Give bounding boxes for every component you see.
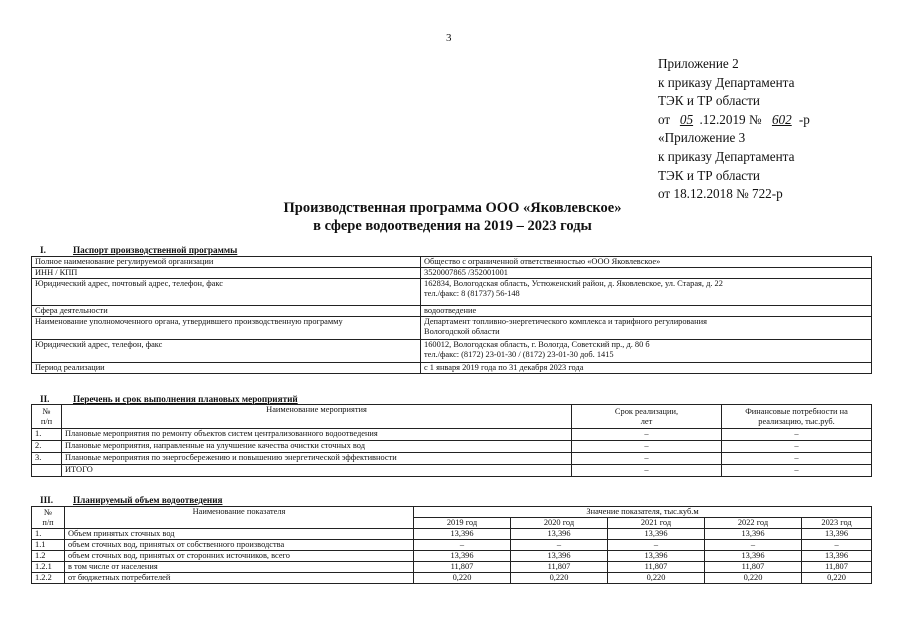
- document-subtitle: в сфере водоотведения на 2019 – 2023 годы: [313, 218, 592, 234]
- section2-heading: [40, 394, 298, 404]
- table-cell: 13,396: [511, 529, 608, 540]
- table-row: [32, 562, 872, 573]
- table-cell: 11,807: [414, 562, 511, 573]
- header-line: лет: [640, 416, 653, 426]
- table-cell: 1.1: [32, 540, 65, 551]
- table-cell: –: [802, 540, 872, 551]
- header-cell: Значение показателя, тыс.куб.м: [414, 507, 872, 518]
- table-cell: 0,220: [414, 573, 511, 584]
- cell-line: Вологодской области: [424, 327, 500, 336]
- table-cell: –: [722, 453, 872, 465]
- appendix-date-prefix: от: [658, 111, 671, 127]
- section1-heading: [40, 245, 237, 255]
- table-cell: в том числе от населения: [65, 562, 414, 573]
- table-cell: Период реализации: [32, 363, 421, 374]
- table-header-row: [32, 405, 872, 429]
- table-header-row: [32, 507, 872, 518]
- table-row: [32, 306, 872, 317]
- header-line: п/п: [42, 517, 54, 527]
- table-row: [32, 429, 872, 441]
- table-cell: Юридический адрес, почтовый адрес, телефон, факс: [32, 279, 421, 306]
- table-cell: 0,220: [608, 573, 705, 584]
- year-header: 2022 год: [705, 518, 802, 529]
- cell-line: 162834, Вологодская область, Устюженский район, д. Яковлевское, ул. Старая, д. 22: [424, 279, 723, 288]
- table-cell: 13,396: [705, 529, 802, 540]
- table-cell: 0,220: [802, 573, 872, 584]
- table-cell: 0,220: [705, 573, 802, 584]
- table-cell: –: [572, 429, 722, 441]
- cell-line: тел./факс: (8172) 23-01-30 / (8172) 23-01-30 доб. 1415: [424, 350, 614, 359]
- table-cell: 13,396: [608, 551, 705, 562]
- table-cell: –: [572, 441, 722, 453]
- table-cell: 3520007865 /352001001: [421, 268, 872, 279]
- table-cell: [421, 340, 872, 363]
- table-row: [32, 529, 872, 540]
- header-line: Финансовые потребности на: [745, 406, 848, 416]
- header-cell: Наименование показателя: [65, 507, 414, 529]
- table-cell: [421, 279, 872, 306]
- table-cell: 13,396: [802, 551, 872, 562]
- section3-number: III.: [40, 495, 54, 505]
- appendix-date-mid: .12.2019 №: [699, 111, 762, 127]
- table-cell: –: [414, 540, 511, 551]
- page-number: 3: [446, 32, 452, 44]
- table-cell: объем сточных вод, принятых от сторонних источников, всего: [65, 551, 414, 562]
- table-cell: 13,396: [705, 551, 802, 562]
- section3-label: Планируемый объем водоотведения: [73, 495, 223, 505]
- cell-line: 160012, Вологодская область, г. Вологда, Советский пр., д. 80 б: [424, 340, 650, 349]
- year-header: 2020 год: [511, 518, 608, 529]
- table-cell: Плановые мероприятия, направленные на улучшение качества очистки сточных вод: [62, 441, 572, 453]
- table-row: [32, 268, 872, 279]
- header-cell: Наименование мероприятия: [62, 405, 572, 429]
- section2-number: II.: [40, 394, 50, 404]
- table-cell: Полное наименование регулируемой организации: [32, 257, 421, 268]
- handwritten-day: 05: [679, 111, 694, 127]
- table-cell: от бюджетных потребителей: [65, 573, 414, 584]
- table-cell: 11,807: [802, 562, 872, 573]
- appendix-date-suffix: -р: [798, 111, 810, 127]
- table-cell: Плановые мероприятия по ремонту объектов систем централизованного водоотведения: [62, 429, 572, 441]
- volume-table: [31, 506, 872, 584]
- table-cell: водоотведение: [421, 306, 872, 317]
- table-cell: Объем принятых сточных вод: [65, 529, 414, 540]
- measures-table: [31, 404, 872, 477]
- table-row: [32, 465, 872, 477]
- table-cell: 13,396: [511, 551, 608, 562]
- table-cell: 1.2: [32, 551, 65, 562]
- table-cell: 1.: [32, 429, 62, 441]
- table-cell: 3.: [32, 453, 62, 465]
- header-cell: [32, 507, 65, 529]
- passport-table: [31, 256, 872, 374]
- table-cell: 1.: [32, 529, 65, 540]
- table-cell: 1.2.1: [32, 562, 65, 573]
- table-cell: –: [722, 441, 872, 453]
- appendix-line: ТЭК и ТР области: [658, 93, 760, 109]
- header-line: №: [42, 406, 51, 416]
- table-cell: 11,807: [608, 562, 705, 573]
- section3-heading: [40, 495, 222, 505]
- table-row: [32, 573, 872, 584]
- table-cell: –: [511, 540, 608, 551]
- year-header: 2021 год: [608, 518, 705, 529]
- header-cell: [572, 405, 722, 429]
- handwritten-order-number: 602: [771, 111, 792, 127]
- appendix-line: «Приложение 3: [658, 130, 746, 146]
- table-cell: –: [572, 453, 722, 465]
- cell-line: Департамент топливно-энергетического комплекса и тарифного регулирования: [424, 317, 707, 326]
- appendix-line: к приказу Департамента: [658, 148, 795, 164]
- table-row: [32, 453, 872, 465]
- table-cell: Наименование уполномоченного органа, утвердившего производственную программу: [32, 317, 421, 340]
- table-row: [32, 441, 872, 453]
- table-cell: 2.: [32, 441, 62, 453]
- table-row: [32, 257, 872, 268]
- section2-label: Перечень и срок выполнения плановых мероприятий: [73, 394, 298, 404]
- table-cell: объем сточных вод, принятых от собственного производства: [65, 540, 414, 551]
- table-row: [32, 540, 872, 551]
- table-row: [32, 363, 872, 374]
- appendix-line: от 18.12.2018 № 722-р: [658, 186, 783, 202]
- header-cell: [722, 405, 872, 429]
- section1-number: I.: [40, 245, 46, 255]
- header-line: реализацию, тыс.руб.: [758, 416, 835, 426]
- table-cell: –: [722, 465, 872, 477]
- table-cell: 13,396: [414, 529, 511, 540]
- table-cell: –: [722, 429, 872, 441]
- table-cell: ИНН / КПП: [32, 268, 421, 279]
- appendix-line: к приказу Департамента: [658, 74, 795, 90]
- appendix-block: [658, 55, 810, 204]
- table-cell: 13,396: [414, 551, 511, 562]
- table-cell: Общество с ограниченной ответственностью «ООО Яковлевское»: [421, 257, 872, 268]
- table-cell: 13,396: [608, 529, 705, 540]
- header-line: №: [44, 507, 52, 517]
- header-cell: [32, 405, 62, 429]
- table-cell: 11,807: [511, 562, 608, 573]
- table-cell: 11,807: [705, 562, 802, 573]
- table-row: [32, 317, 872, 340]
- cell-line: тел./факс: 8 (81737) 56-148: [424, 289, 520, 298]
- table-cell: с 1 января 2019 года по 31 декабря 2023 года: [421, 363, 872, 374]
- table-cell: Плановые мероприятия по энергосбережению и повышению энергетической эффективности: [62, 453, 572, 465]
- table-cell: 13,396: [802, 529, 872, 540]
- table-cell: [421, 317, 872, 340]
- table-row: [32, 340, 872, 363]
- appendix-date-line: [658, 111, 810, 130]
- table-cell: Сфера деятельности: [32, 306, 421, 317]
- table-cell: –: [705, 540, 802, 551]
- table-cell: –: [608, 540, 705, 551]
- table-row: [32, 551, 872, 562]
- section1-label: Паспорт производственной программы: [73, 245, 238, 255]
- table-cell: [32, 465, 62, 477]
- table-cell: ИТОГО: [62, 465, 572, 477]
- table-cell: Юридический адрес, телефон, факс: [32, 340, 421, 363]
- table-row: [32, 279, 872, 306]
- header-line: п/п: [40, 416, 53, 426]
- document-title: Производственная программа ООО «Яковлевское»: [283, 200, 622, 216]
- table-cell: 0,220: [511, 573, 608, 584]
- header-line: Срок реализации,: [614, 406, 679, 416]
- appendix-line: ТЭК и ТР области: [658, 167, 760, 183]
- table-cell: 1.2.2: [32, 573, 65, 584]
- year-header: 2019 год: [414, 518, 511, 529]
- table-cell: –: [572, 465, 722, 477]
- appendix-line: Приложение 2: [658, 56, 739, 71]
- year-header: 2023 год: [802, 518, 872, 529]
